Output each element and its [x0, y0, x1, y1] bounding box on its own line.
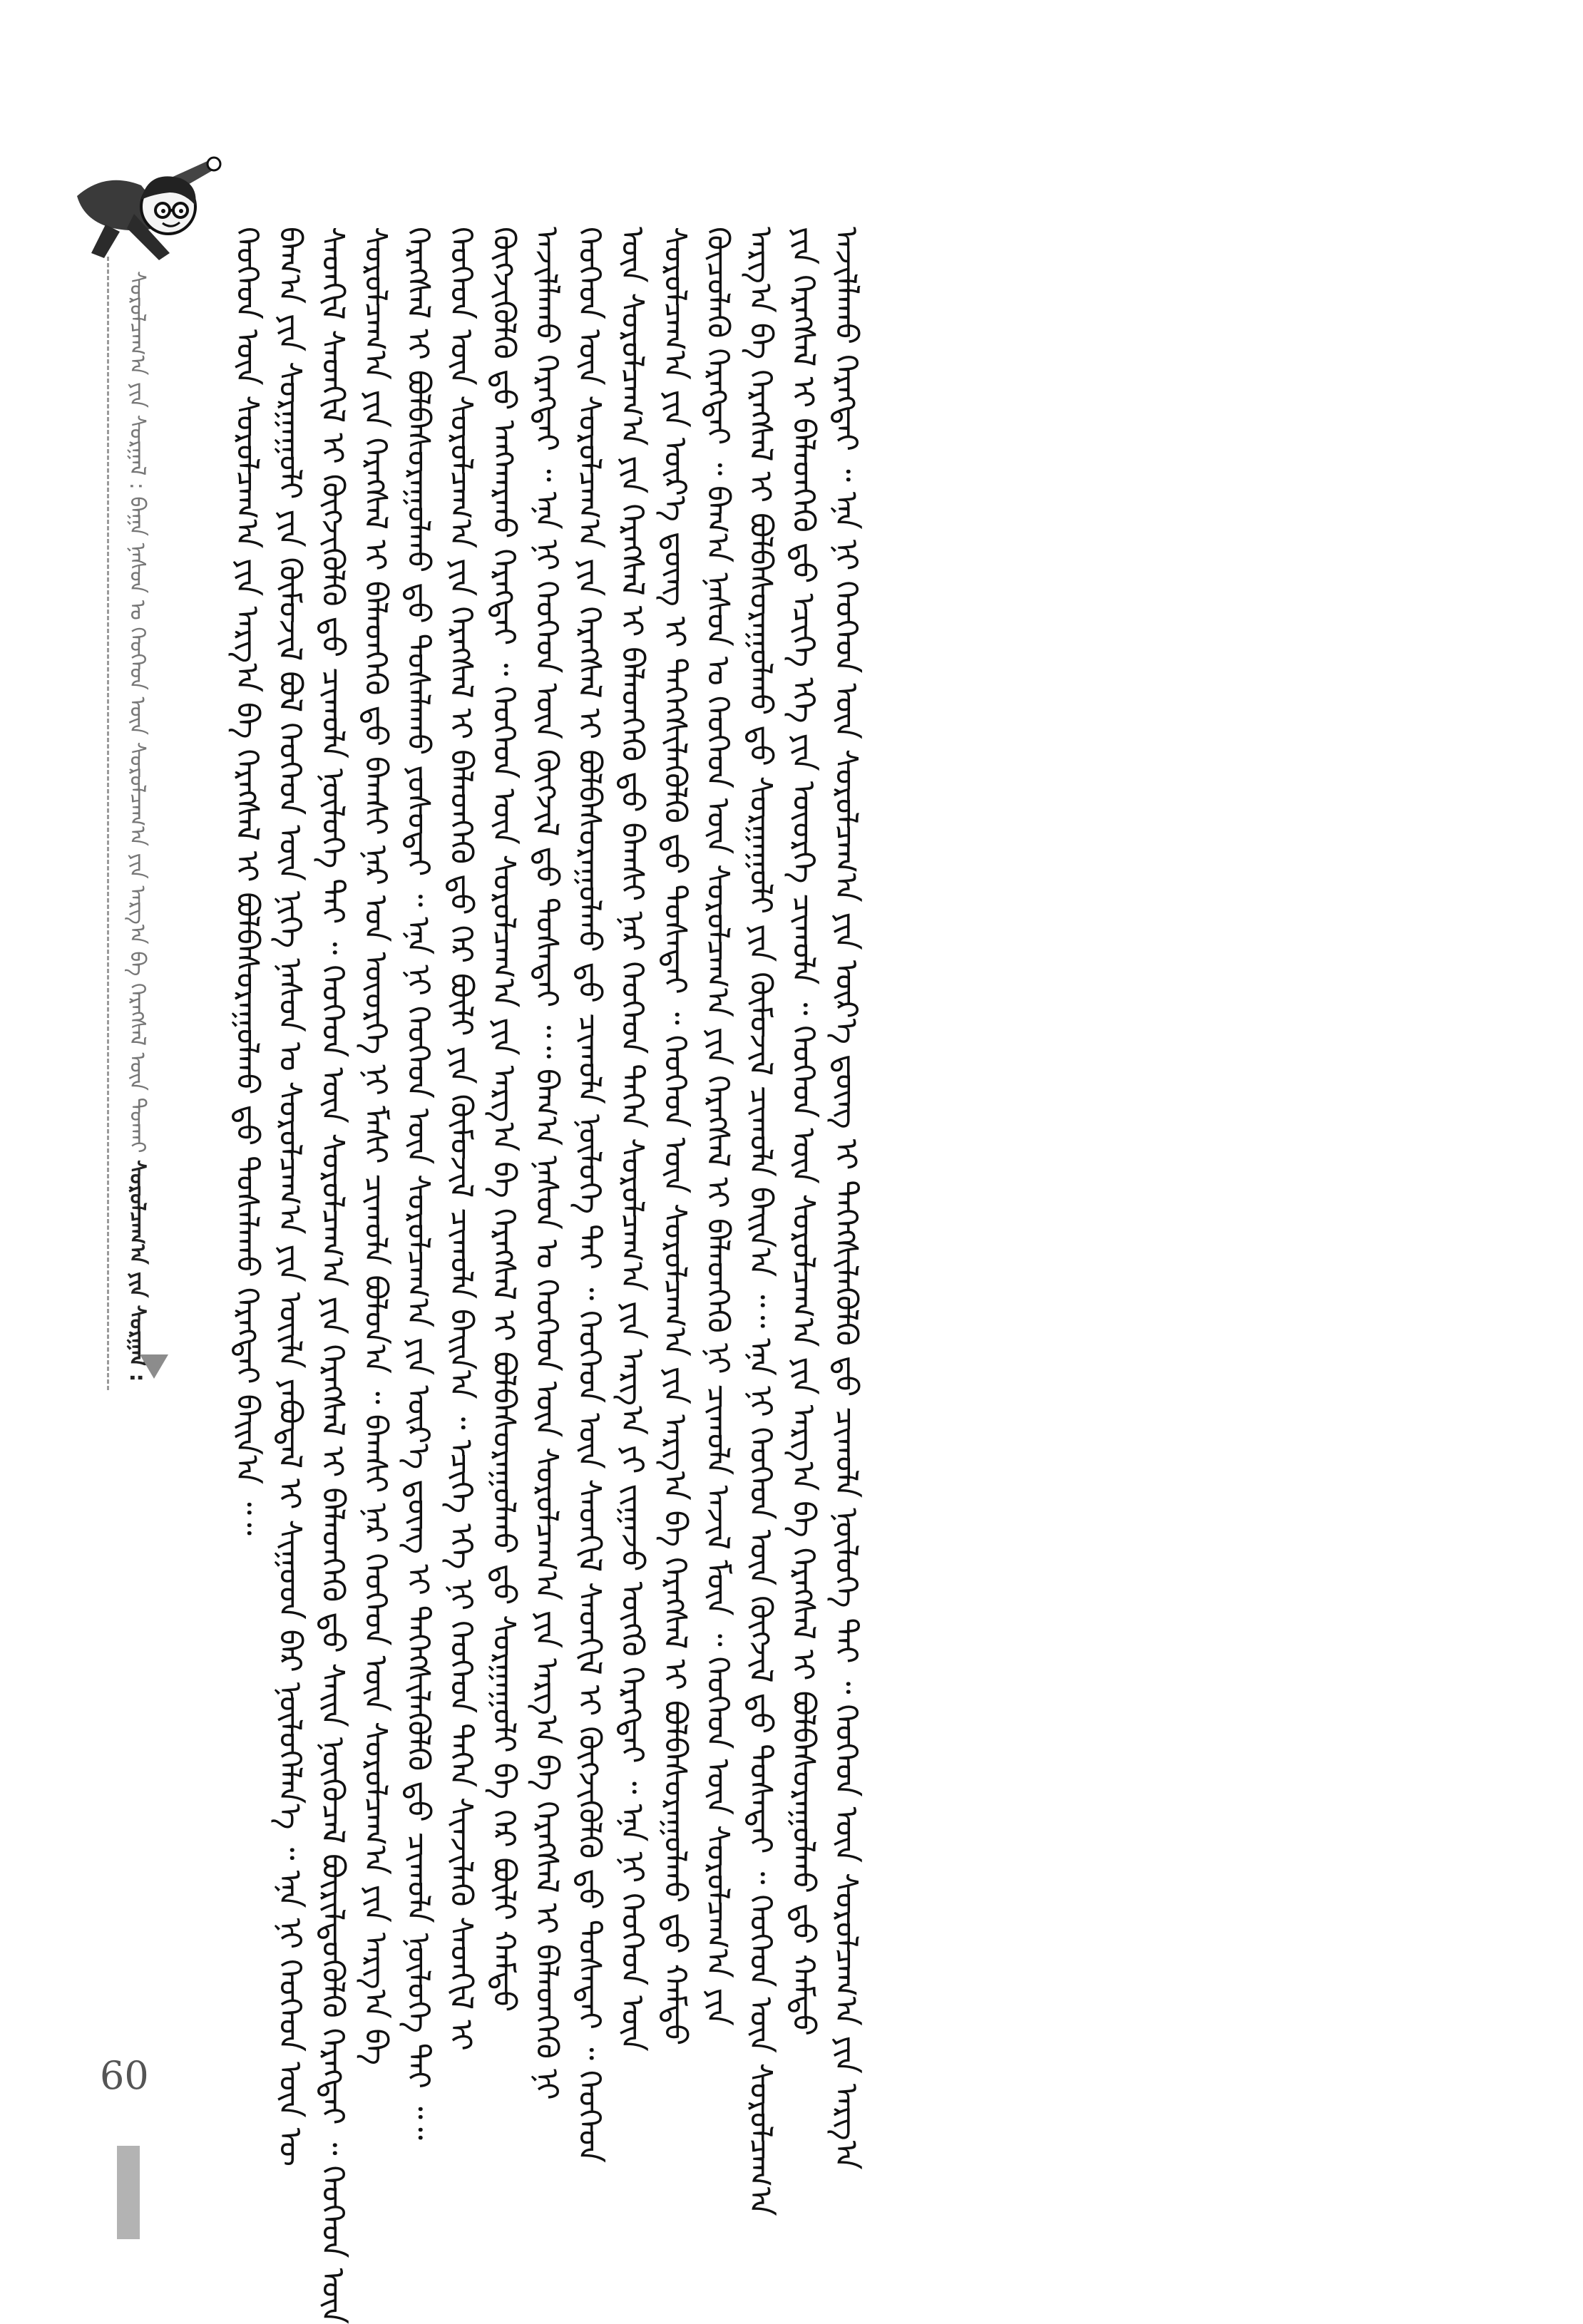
body-column-10: ᠦᠨ ᠰᠤᠷᠤᠯᠴᠠᠭ᠎ᠠ ᠶᠢᠨ ᠬᠡᠷᠡᠭᠰᠡᠯ ᠢ ᠪᠡᠯᠡᠳᠬᠡᠬᠦ ᠳ᠋ᠤ ᠪᠠᠭᠰᠢ ᠨᠠᠷ ᠬᠡᠦᠬᠡᠳ ᠲᠡᠭᠡᠨ ᠰᠤᠷᠤᠯᠴᠠᠭ᠎ᠠ ᠶᠢᠨ ᠠᠷᠭ᠎ᠠ ᠶᠢ ᠵᠢᠭᠠᠵᠤ ᠦᠭᠬᠦ ᠬᠡᠷᠡᠭᠲᠡᠢ ᠃ ᠡᠨᠡ ᠨᠢ ᠬᠡᠦᠬᠡᠳ ᠦᠨ: [614, 227, 650, 2052]
body-column-4: ᠰᠤᠷᠤᠯᠴᠠᠭ᠎ᠠ ᠶᠢᠨ ᠬᠡᠷᠡᠭᠰᠡᠯ ᠢ ᠪᠡᠯᠡᠳᠬᠡᠬᠦ ᠳ᠋ᠤ ᠪᠠᠭᠰᠢ ᠨᠠᠷ ᠤᠨ ᠦᠦᠷᠭᠡ ᠨᠢ ᠮᠠᠰᠢ ᠴᠢᠬᠤᠯᠠ ᠪᠣᠯᠤᠨ᠎ᠠ ᠃ ᠪᠠᠭᠰᠢ ᠨᠠᠷ ᠬᠡᠦᠬᠡᠳ ᠦᠨ ᠰᠤᠷᠤᠯᠴᠠᠭ᠎ᠠ ᠶᠢᠨ ᠠᠷᠭ᠎ᠠ ᠪᠠ: [357, 227, 394, 2065]
body-column-12: ᠬᠦᠴᠦᠯᠡᠬᠦ ᠬᠡᠷᠡᠭᠲᠡᠢ ᠃ ᠪᠠᠭ᠎ᠠ ᠨᠠᠰᠤᠨ ᠤ ᠬᠡᠦᠬᠡᠳ ᠦᠨ ᠰᠤᠷᠤᠯᠴᠠᠭ᠎ᠠ ᠶᠢᠨ ᠬᠡᠷᠡᠭᠰᠡᠯ ᠢ ᠪᠡᠯᠡᠳᠬᠡᠬᠦ ᠨᠢ ᠴᠢᠬᠤᠯᠠ ᠠᠵᠢᠯ ᠮᠥᠨ ᠃ ᠬᠡᠦᠬᠡᠳ ᠦᠨ ᠰᠤᠷᠤᠯᠴᠠᠭ᠎ᠠ ᠶᠢᠨ: [700, 227, 736, 2026]
body-column-13: ᠠᠷᠭ᠎ᠠ ᠪᠠ ᠬᠡᠷᠡᠭᠰᠡᠯ ᠢ ᠪᠤᠯᠪᠠᠰᠤᠷᠠᠭᠤᠯᠬᠤ ᠳ᠋ᠤ ᠰᠤᠷᠭᠠᠭᠤᠯᠢ ᠶᠢᠨ ᠬᠦᠮᠦᠵᠢᠯ ᠴᠢᠬᠤᠯᠠ ᠪᠠᠢᠨ᠎ᠠ ᠃᠃ ᠡᠨᠡ ᠨᠢ ᠬᠡᠦᠬᠡᠳ ᠦᠨ ᠬᠥᠭᠵᠢᠯ ᠳ᠋ᠤ ᠲᠤᠰᠠᠲᠠᠢ ᠃ ᠬᠡᠦᠬᠡᠳ ᠦᠨ ᠰᠤᠷᠤᠯᠴᠠᠭ᠎ᠠ: [742, 227, 779, 2216]
body-column-3: ᠰᠡᠳᠬᠢᠯ ᠰᠡᠳᠬᠢᠯ ᠢ ᠬᠥᠭᠵᠢᠭᠦᠯᠬᠦ ᠳ᠋ᠤ ᠴᠢᠬᠤᠯᠠ ᠨᠦᠯᠦᠭᠡ ᠲᠠᠢ ᠃ ᠬᠡᠦᠬᠡᠳ ᠦᠨ ᠰᠤᠷᠤᠯᠴᠠᠭ᠎ᠠ ᠶᠢᠨ ᠬᠡᠷᠡᠭᠰᠡᠯ ᠢ ᠪᠡᠯᠡᠳᠬᠡᠬᠦ ᠳ᠋ᠤ ᠰᠠᠢᠨ ᠨᠥᠬᠦᠴᠡᠯ ᠪᠦᠷᠢᠯᠳᠦᠭᠦᠯᠬᠦ ᠬᠡᠷᠡᠭᠲᠡᠢ ᠃ ᠬᠡᠦᠬᠡᠳ ᠦᠨ: [314, 227, 351, 2324]
body-column-9: ᠬᠡᠦᠬᠡᠳ ᠦᠨ ᠰᠤᠷᠤᠯᠴᠠᠭ᠎ᠠ ᠶᠢᠨ ᠬᠡᠷᠡᠭᠰᠡᠯ ᠢ ᠪᠤᠯᠪᠠᠰᠤᠷᠠᠭᠤᠯᠬᠤ ᠳ᠋ᠤ ᠴᠢᠬᠤᠯᠠ ᠨᠦᠯᠦᠭᠡ ᠲᠠᠢ ᠃ ᠬᠡᠦᠬᠡᠳ ᠦᠨ ᠰᠡᠳᠬᠢᠯ ᠰᠡᠳᠬᠢᠯ ᠢ ᠬᠥᠭᠵᠢᠭᠦᠯᠬᠦ ᠳ᠋ᠤ ᠲᠤᠰᠠᠲᠠᠢ ᠃ ᠬᠡᠦᠬᠡᠳ: [571, 227, 608, 2163]
body-column-1: ᠬᠡᠦᠬᠡᠳ ᠦᠨ ᠰᠤᠷᠤᠯᠴᠠᠭ᠎ᠠ ᠶᠢᠨ ᠠᠷᠭ᠎ᠠ ᠪᠠ ᠬᠡᠷᠡᠭᠰᠡᠯ ᠢ ᠪᠤᠯᠪᠠᠰᠤᠷᠠᠭᠤᠯᠬᠤ ᠳ᠋ᠤ ᠲᠤᠰᠠᠯᠠᠬᠤ ᠬᠡᠷᠡᠭᠲᠡᠢ ᠪᠠᠢᠨ᠎ᠠ ᠃᠃: [229, 227, 265, 1536]
page-number: 60: [100, 2053, 149, 2098]
running-header-title: ᠰᠤᠷᠤᠯᠴᠠᠭ᠎ᠠ ᠶᠢᠨ ᠰᠤᠷᠭᠠᠯ : ᠪᠠᠭᠠ ᠨᠠᠰᠤᠨ ᠤ ᠬᠡᠦᠬᠡᠳ ᠦᠨ ᠰᠤᠷᠤᠯᠴᠠᠭ᠎ᠠ ᠶᠢᠨ ᠠᠷᠭ᠎ᠠ ᠪᠠ ᠬᠡᠷᠡᠭᠰᠡᠯ ᠦᠨ ᠲᠤᠬᠠᠢ: [125, 271, 150, 1153]
body-column-15: ᠠᠵᠢᠯᠯᠠᠬᠤ ᠬᠡᠷᠡᠭᠲᠡᠢ ᠃ ᠡᠨᠡ ᠨᠢ ᠬᠡᠦᠬᠡᠳ ᠦᠨ ᠰᠤᠷᠤᠯᠴᠠᠭ᠎ᠠ ᠶᠢᠨ ᠦᠷ᠎ᠡ ᠳ᠋ᠦᠩ ᠢ ᠳᠡᠭᠡᠭᠰᠢᠯᠡᠭᠦᠯᠬᠦ ᠳ᠋ᠤ ᠴᠢᠬᠤᠯᠠ ᠨᠦᠯᠦᠭᠡ ᠲᠠᠢ ᠃ ᠬᠡᠦᠬᠡᠳ ᠦᠨ ᠰᠤᠷᠤᠯᠴᠠᠭ᠎ᠠ ᠶᠢᠨ ᠠᠷᠭ᠎ᠠ: [828, 227, 864, 2170]
triangle-arrow-icon: [140, 1354, 168, 1379]
cartoon-boy-icon: [63, 128, 227, 278]
running-header-title-strong: ᠰᠤᠷᠤᠯᠴᠠᠭ᠎ᠠ ᠶᠢᠨ ᠰᠤᠷᠭᠠᠯ :: [125, 1160, 150, 1382]
running-header: [118, 271, 150, 1382]
body-column-7: ᠬᠥᠭᠵᠢᠭᠦᠯᠬᠦ ᠳ᠋ᠤ ᠠᠩᠬᠠᠷᠬᠤ ᠬᠡᠷᠡᠭᠲᠡᠢ ᠃ ᠬᠡᠦᠬᠡᠳ ᠦᠨ ᠰᠤᠷᠤᠯᠴᠠᠭ᠎ᠠ ᠶᠢᠨ ᠠᠷᠭ᠎ᠠ ᠪᠠ ᠬᠡᠷᠡᠭᠰᠡᠯ ᠢ ᠪᠤᠯᠪᠠᠰᠤᠷᠠᠭᠤᠯᠬᠤ ᠳ᠋ᠤ ᠰᠤᠷᠭᠠᠭᠤᠯᠢ ᠪᠠ ᠭᠡᠷ ᠪᠦᠯᠢ ᠬᠠᠮᠲᠤ: [486, 227, 522, 2012]
body-column-2: ᠪᠠᠭ᠎ᠠ ᠶᠢᠨ ᠰᠤᠷᠭᠠᠭᠤᠯᠢ ᠶᠢᠨ ᠬᠦᠮᠦᠵᠢᠯ ᠪᠤᠯ ᠬᠡᠦᠬᠡᠳ ᠦᠨ ᠨᠢᠭᠡ ᠨᠠᠰᠤᠨ ᠤ ᠰᠤᠷᠤᠯᠴᠠᠭ᠎ᠠ ᠶᠢᠨ ᠦᠢᠯᠡ ᠶᠠᠪᠤᠳᠠᠯ ᠢ ᠰᠢᠭᠤᠳ ᠪᠡᠷ ᠨᠦᠯᠦᠭᠡᠯᠡᠨ᠎ᠡ ᠃ ᠡᠨᠡ ᠨᠢ ᠬᠡᠦᠬᠡᠳ ᠦᠨ ᠦ: [272, 227, 308, 2166]
header-dashed-line: [107, 257, 111, 1390]
body-column-5: ᠬᠡᠷᠡᠭᠰᠡᠯ ᠢ ᠪᠤᠯᠪᠠᠰᠤᠷᠠᠭᠤᠯᠬᠤ ᠳ᠋ᠤ ᠲᠤᠰᠠᠯᠠᠬᠤ ᠶᠤᠰᠤᠲᠠᠢ ᠃ ᠡᠨᠡ ᠨᠢ ᠬᠡᠦᠬᠡᠳ ᠦᠨ ᠰᠤᠷᠤᠯᠴᠠᠭ᠎ᠠ ᠶᠢᠨ ᠦᠷ᠎ᠡ ᠳ᠋ᠦᠩ ᠢ ᠳᠡᠭᠡᠭᠰᠢᠯᠡᠭᠦᠯᠬᠦ ᠳ᠋ᠤ ᠴᠢᠬᠤᠯᠠ ᠨᠦᠯᠦᠭᠡ ᠲᠠᠢ ᠃᠃: [400, 227, 436, 2140]
body-column-8: ᠠᠵᠢᠯᠯᠠᠬᠤ ᠬᠡᠷᠡᠭᠲᠡᠢ ᠃ ᠡᠨᠡ ᠨᠢ ᠬᠡᠦᠬᠡᠳ ᠦᠨ ᠬᠥᠭᠵᠢᠯ ᠳ᠋ᠤ ᠲᠤᠰᠠᠲᠠᠢ ᠃᠃ ᠪᠠᠭ᠎ᠠ ᠨᠠᠰᠤᠨ ᠤ ᠬᠡᠦᠬᠡᠳ ᠦᠨ ᠰᠤᠷᠤᠯᠴᠠᠭ᠎ᠠ ᠶᠢᠨ ᠠᠷᠭ᠎ᠠ ᠪᠠ ᠬᠡᠷᠡᠭᠰᠡᠯ ᠢ ᠪᠡᠯᠡᠳᠬᠡᠬᠦ ᠨᠢ: [528, 227, 565, 2100]
side-thumb-tab: [117, 2146, 140, 2239]
body-column-14: ᠶᠢᠨ ᠬᠡᠷᠡᠭᠰᠡᠯ ᠢ ᠪᠡᠯᠡᠳᠬᠡᠬᠦ ᠳ᠋ᠤ ᠡᠴᠢᠭᠡ ᠡᠬᠡ ᠶᠢᠨ ᠦᠦᠷᠭᠡ ᠴᠢᠬᠤᠯᠠ ᠃ ᠬᠡᠦᠬᠡᠳ ᠦᠨ ᠰᠤᠷᠤᠯᠴᠠᠭ᠎ᠠ ᠶᠢᠨ ᠠᠷᠭ᠎ᠠ ᠪᠠ ᠬᠡᠷᠡᠭᠰᠡᠯ ᠢ ᠪᠤᠯᠪᠠᠰᠤᠷᠠᠭᠤᠯᠬᠤ ᠳ᠋ᠤ ᠬᠠᠮᠲᠤ: [785, 227, 821, 2036]
body-column-6: ᠬᠡᠦᠬᠡᠳ ᠦᠨ ᠰᠤᠷᠤᠯᠴᠠᠭ᠎ᠠ ᠶᠢᠨ ᠬᠡᠷᠡᠭᠰᠡᠯ ᠢ ᠪᠡᠯᠡᠳᠬᠡᠬᠦ ᠳ᠋ᠤ ᠭᠡᠷ ᠪᠦᠯᠢ ᠶᠢᠨ ᠬᠦᠮᠦᠵᠢᠯ ᠴᠢᠬᠤᠯᠠ ᠪᠠᠢᠨ᠎ᠠ ᠃ ᠡᠴᠢᠭᠡ ᠡᠬᠡ ᠨᠢ ᠬᠡᠦᠬᠡᠳ ᠲᠡᠭᠡᠨ ᠰᠢᠨᠵᠢᠯᠡᠬᠦ ᠰᠡᠳᠬᠢᠯ ᠢ: [443, 227, 479, 2051]
body-column-11: ᠰᠤᠷᠤᠯᠴᠠᠭ᠎ᠠ ᠶᠢᠨ ᠦᠷ᠎ᠡ ᠳ᠋ᠦᠩ ᠢ ᠳᠡᠭᠡᠭᠰᠢᠯᠡᠭᠦᠯᠬᠦ ᠳ᠋ᠤ ᠲᠤᠰᠠᠲᠠᠢ ᠃ ᠬᠡᠦᠬᠡᠳ ᠦᠨ ᠰᠤᠷᠤᠯᠴᠠᠭ᠎ᠠ ᠶᠢᠨ ᠠᠷᠭ᠎ᠠ ᠪᠠ ᠬᠡᠷᠡᠭᠰᠡᠯ ᠢ ᠪᠤᠯᠪᠠᠰᠤᠷᠠᠭᠤᠯᠬᠤ ᠳ᠋ᠤ ᠬᠠᠮᠲᠤ: [657, 227, 693, 2046]
